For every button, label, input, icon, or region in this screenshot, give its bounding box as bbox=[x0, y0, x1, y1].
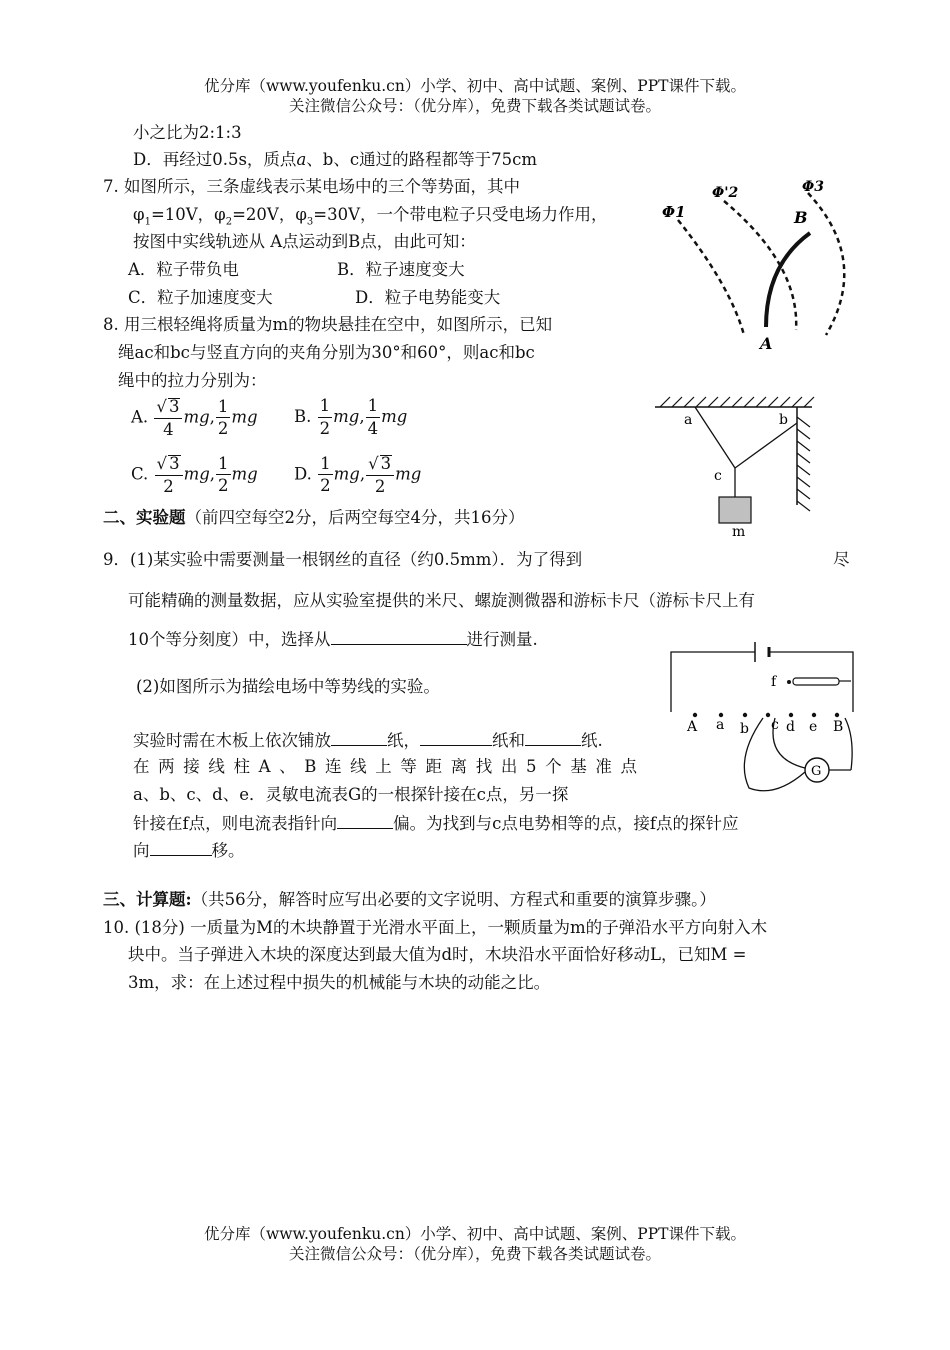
ceiling-hatching bbox=[660, 397, 814, 407]
comma: , bbox=[209, 464, 216, 484]
q9-line-1: 9．(1)某实验中需要测量一根钢丝的直径（约0.5mm）．为了得到 bbox=[103, 550, 583, 569]
sqrt-symbol: √ bbox=[156, 397, 167, 416]
q9-part2-line-6-post: 移。 bbox=[211, 841, 245, 860]
q9-part2-line-6-pre: 向 bbox=[133, 841, 150, 860]
radicand: 3 bbox=[169, 454, 180, 473]
label-phi1: Φ1 bbox=[662, 203, 686, 221]
rope-bc bbox=[735, 423, 797, 468]
q10-line-1: 10. (18分) 一质量为M的木块静置于光滑水平面上，一颗质量为m的子弹沿水平方向射入木 bbox=[103, 918, 768, 937]
phi-value-3: =30V，一个带电粒子只受电场力作用， bbox=[313, 205, 608, 224]
q7-equipotential-figure bbox=[650, 175, 860, 355]
q9-line-3-post: 进行测量. bbox=[466, 630, 538, 649]
q9-part2-line-5 bbox=[133, 810, 738, 836]
fraction-sqrt3-over-2 bbox=[366, 455, 394, 495]
numerator: 1 bbox=[318, 456, 333, 476]
q7-option-a: A．粒子带负电 bbox=[128, 260, 239, 279]
q8-option-d-label: D. bbox=[294, 464, 312, 484]
mg: mg bbox=[231, 407, 258, 427]
numerator: 1 bbox=[318, 398, 333, 418]
point-A bbox=[693, 713, 697, 717]
fraction-1-over-2 bbox=[216, 396, 231, 438]
q8-option-c-label: C. bbox=[131, 464, 149, 484]
q6-option-d-pre: D．再经过0.5s，质点 bbox=[133, 150, 297, 169]
label-c: c bbox=[714, 468, 722, 484]
q9-line-3 bbox=[128, 626, 538, 652]
point-d bbox=[789, 713, 793, 717]
denominator: 4 bbox=[163, 419, 174, 439]
mg: mg bbox=[381, 407, 408, 426]
point-e bbox=[812, 713, 816, 717]
fraction-1-over-2 bbox=[318, 453, 333, 495]
q8-option-c bbox=[131, 455, 258, 495]
denominator: 4 bbox=[367, 418, 379, 438]
answer-blank-deflection[interactable] bbox=[337, 810, 393, 829]
q9-part2-line-4: a、b、c、d、e．灵敏电流表G的一根探针接在c点，另一探 bbox=[133, 785, 569, 804]
q8-stem-line-3: 绳中的拉力分别为： bbox=[118, 371, 267, 390]
section-3-title: 三、计算题: bbox=[103, 890, 192, 909]
q9-part2-line-2 bbox=[133, 727, 603, 753]
rope-ac bbox=[695, 407, 735, 468]
denominator: 2 bbox=[163, 476, 174, 496]
comma: , bbox=[359, 407, 365, 426]
q9-line-3-pre: 10个等分刻度）中，选择从 bbox=[128, 630, 331, 649]
q7-stem-line-1: 7. 如图所示，三条虚线表示某电场中的三个等势面，其中 bbox=[103, 177, 520, 196]
answer-blank-paper-3[interactable] bbox=[525, 727, 581, 746]
sqrt-symbol: √ bbox=[156, 454, 168, 473]
radicand: 3 bbox=[168, 397, 180, 416]
label-b: b bbox=[779, 412, 788, 428]
fraction-1-over-2 bbox=[318, 398, 333, 437]
phi-value-2: =20V，φ bbox=[232, 205, 307, 224]
label-a: a bbox=[684, 412, 693, 428]
q6-option-d bbox=[133, 148, 537, 172]
mg: mg bbox=[183, 464, 210, 484]
q10-line-2: 块中。当子弹进入木块的深度达到最大值为d时，木块沿水平面恰好移动L，已知M = bbox=[128, 945, 747, 964]
numerator: 1 bbox=[216, 399, 231, 419]
phi-value-1: =10V，φ bbox=[150, 205, 226, 224]
point-B bbox=[835, 713, 839, 717]
block-m bbox=[719, 497, 751, 523]
denominator: 2 bbox=[218, 476, 229, 495]
section-2-note: （前四空每空2分，后两空每空4分，共16分） bbox=[185, 508, 525, 527]
q7-stem-line-3: 按图中实线轨迹从 A点运动到B点，由此可知： bbox=[133, 232, 476, 251]
comma: , bbox=[359, 464, 366, 484]
q8-option-b bbox=[294, 398, 407, 437]
answer-blank-direction[interactable] bbox=[150, 837, 212, 856]
q6-option-d-post: 、b、c通过的路程都等于75cm bbox=[306, 150, 537, 169]
label-phi2: Φ'2 bbox=[712, 185, 739, 201]
comma: , bbox=[209, 407, 215, 427]
mg: mg bbox=[333, 407, 360, 426]
point-c bbox=[766, 713, 770, 717]
label-m: m bbox=[732, 524, 746, 540]
footer-line-2: 关注微信公众号：（优分库），免费下载各类试题试卷。 bbox=[288, 1245, 661, 1263]
q7-option-d: D．粒子电势能变大 bbox=[355, 288, 501, 307]
q9-part2-line-2-pre: 实验时需在木板上依次铺放 bbox=[133, 731, 331, 750]
footer-line-1: 优分库（www.youfenku.cn）小学、初中、高中试题、案例、PPT课件下载。 bbox=[203, 1225, 747, 1243]
phi-sub-1: 1 bbox=[144, 216, 151, 228]
q9-equipotential-experiment-figure bbox=[665, 638, 860, 803]
q9-part2-line-5-post: 偏。为找到与c点电势相等的点，接f点的探针应 bbox=[393, 814, 739, 833]
answer-blank-paper-1[interactable] bbox=[331, 727, 387, 746]
q8-option-a-label: A. bbox=[131, 407, 149, 427]
label-phi3: Φ3 bbox=[802, 179, 824, 195]
fraction-1-over-4 bbox=[366, 398, 381, 437]
radicand: 3 bbox=[380, 454, 392, 473]
q6-option-d-a: a bbox=[296, 150, 307, 169]
section-3-note: （共56分，解答时应写出必要的文字说明、方程式和重要的演算步骤。） bbox=[191, 890, 716, 909]
q6-continuation: 小之比为2:1:3 bbox=[133, 123, 242, 142]
section-2-title: 二、实验题 bbox=[103, 508, 186, 527]
q9-part2-line-6 bbox=[133, 837, 245, 863]
sqrt-symbol: √ bbox=[368, 454, 379, 473]
equipotential-line-2 bbox=[724, 201, 796, 330]
phi-sub-3: 3 bbox=[306, 216, 314, 228]
q8-option-d bbox=[294, 455, 421, 495]
mg: mg bbox=[395, 464, 422, 484]
fraction-sqrt3-over-4 bbox=[154, 398, 182, 438]
point-f bbox=[787, 680, 791, 684]
q10-line-3: 3m，求：在上述过程中损失的机械能与木块的动能之比。 bbox=[128, 973, 551, 992]
q9-part2-line-2-post: 纸. bbox=[581, 731, 603, 750]
label-G: G bbox=[811, 764, 822, 779]
label-A: A bbox=[687, 719, 698, 735]
denominator: 2 bbox=[217, 419, 229, 438]
label-B: B bbox=[833, 719, 844, 735]
mg: mg bbox=[333, 464, 360, 484]
label-e: e bbox=[809, 719, 818, 735]
numerator: 1 bbox=[366, 398, 381, 418]
wire-left bbox=[671, 652, 755, 712]
label-point-b: B bbox=[794, 208, 808, 227]
answer-blank-instrument[interactable] bbox=[331, 626, 467, 645]
q8-stem-line-1: 8. 用三根轻绳将质量为m的物块悬挂在空中，如图所示，已知 bbox=[103, 315, 553, 334]
meter-return-wire bbox=[845, 718, 852, 770]
q8-stem-line-2: 绳ac和bc与竖直方向的夹角分别为30°和60°，则ac和bc bbox=[118, 343, 535, 362]
label-point-a: A bbox=[760, 334, 773, 353]
label-c: c bbox=[771, 717, 779, 733]
equipotential-line-1 bbox=[678, 220, 744, 335]
phi-symbol: φ bbox=[133, 205, 145, 224]
probe-handle bbox=[793, 678, 839, 685]
header-line-2: 关注微信公众号：（优分库），免费下载各类试题试卷。 bbox=[288, 97, 661, 115]
fraction-sqrt3-over-2 bbox=[155, 455, 183, 495]
label-a: a bbox=[716, 717, 725, 733]
numerator: 1 bbox=[216, 456, 231, 476]
q9-line-2: 可能精确的测量数据，应从实验室提供的米尺、螺旋测微器和游标卡尺（游标卡尺上有 bbox=[128, 591, 755, 610]
q9-part2-line-3: 在两接线柱A、B连线上等距离找出5个基准点 bbox=[133, 757, 637, 776]
q8-rope-figure bbox=[650, 395, 820, 540]
header-line-1: 优分库（www.youfenku.cn）小学、初中、高中试题、案例、PPT课件下载。 bbox=[203, 77, 747, 95]
point-b bbox=[743, 713, 747, 717]
denominator: 2 bbox=[320, 476, 331, 495]
label-b: b bbox=[740, 721, 749, 737]
section-2-heading bbox=[103, 506, 525, 530]
mg: mg bbox=[183, 407, 210, 427]
mg: mg bbox=[231, 464, 258, 484]
answer-blank-paper-2[interactable] bbox=[420, 727, 492, 746]
label-f: f bbox=[771, 674, 777, 690]
q9-part2-line-1: (2)如图所示为描绘电场中等势线的实验。 bbox=[136, 677, 440, 696]
label-d: d bbox=[786, 719, 795, 735]
denominator: 2 bbox=[374, 476, 386, 496]
q9-part2-line-2-mid2: 纸和 bbox=[492, 731, 525, 750]
q9-part2-line-2-mid1: 纸， bbox=[387, 731, 420, 750]
q7-option-c: C．粒子加速度变大 bbox=[128, 288, 273, 307]
q8-option-a bbox=[131, 398, 258, 438]
q7-option-b: B．粒子速度变大 bbox=[337, 260, 465, 279]
q8-option-b-label: B. bbox=[294, 407, 312, 426]
q9-part2-line-5-pre: 针接在f点，则电流表指针向 bbox=[133, 814, 338, 833]
wall-hatching bbox=[797, 417, 810, 511]
denominator: 2 bbox=[319, 418, 331, 438]
q9-line-1-end: 尽 bbox=[833, 550, 850, 569]
equipotential-line-3 bbox=[808, 193, 844, 335]
fraction-1-over-2 bbox=[216, 453, 231, 495]
phi-sub-2: 2 bbox=[225, 216, 233, 228]
section-3-heading bbox=[103, 888, 716, 912]
